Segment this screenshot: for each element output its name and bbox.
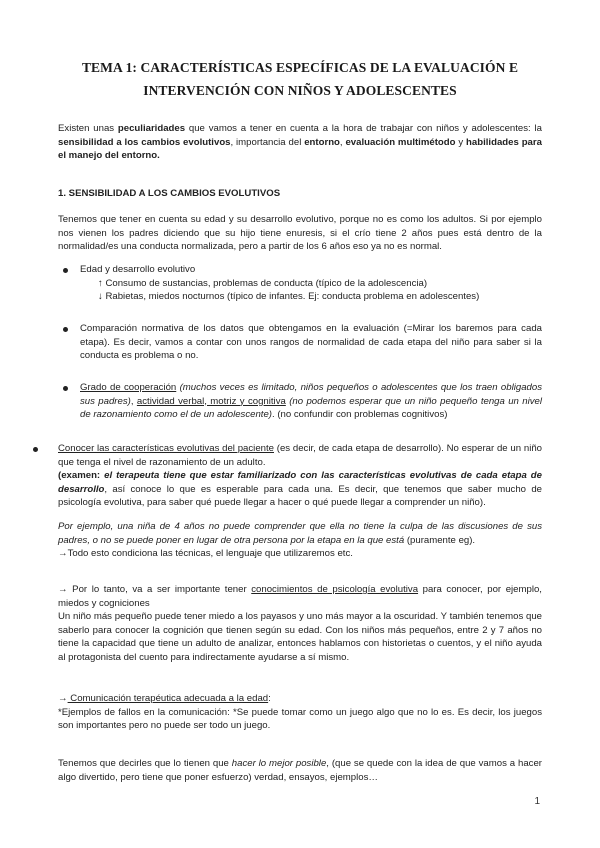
bullet-age <box>80 263 542 304</box>
title-line-2: INTERVENCIÓN CON NIÑOS Y ADOLESCENTES <box>143 83 457 98</box>
intro-bold: entorno <box>304 136 340 148</box>
intro-paragraph <box>58 122 542 163</box>
final-paragraph <box>58 757 542 784</box>
document-title <box>60 56 540 102</box>
underlined-term: actividad verbal, motriz y cognitiva <box>136 395 286 407</box>
exam-label: (examen: <box>58 470 105 482</box>
text: (puramente eg). <box>404 534 476 546</box>
intro-text: y <box>455 136 467 148</box>
italic-note: (muchos veces es limitado, niños pequeños o adolescentes que los traen obligados sus padres) <box>80 382 542 407</box>
text: (es decir, de cada etapa de desarrollo). No esperar de un niño que tenga el nivel de razonamiento de un adulto. <box>58 443 542 468</box>
title-line-1: TEMA 1: CARACTERÍSTICAS ESPECÍFICAS DE LA EVALUACIÓN E <box>81 60 519 75</box>
underlined-term: Comunicación terapéutica adecuada a la edad <box>67 693 269 704</box>
intro-bold: evaluación multimétodo <box>345 136 456 148</box>
section-paragraph: Tenemos que tener en cuenta su edad y su desarrollo evolutivo, porque no es como los adultos. Si por ejemplo nos vienen los padres diciendo que su hijo tiene enuresis, si el crío tiene 2 años pues está dentro de la normalidad/es una conducta normalizada, pero a partir de los 6 años eso ya no es normal. <box>58 214 542 253</box>
arrow-up-item: ↑ Consumo de sustancias, problemas de conducta (típico de la adolescencia) <box>98 277 428 289</box>
bullet-normative: Comparación normativa de los datos que obtengamos en la evaluación (=Mirar los baremos para cada etapa). Es decir, vamos a contar con unos rangos de normalidad de cada etapa del niño para saber si la conducta es problema o no. <box>80 323 542 362</box>
text: : <box>268 693 271 704</box>
communication-detail: *Ejemplos de fallos en la comunicación: *Se puede tomar como un juego algo que no lo es. Es decir, los juegos son importantes pero no puede ser todo un juego. <box>58 706 542 732</box>
communication-paragraph <box>58 692 542 733</box>
underlined-term: Conocer las características evolutivas del paciente <box>58 443 274 454</box>
italic-note: hacer lo mejor posible <box>231 758 327 769</box>
intro-bold: sensibilidad a los cambios evolutivos <box>58 136 231 148</box>
underlined-term: Grado de cooperación <box>80 382 177 393</box>
bullet-dot <box>63 268 68 273</box>
example-text: Por ejemplo, una niña de 4 años no puede comprender que ella no tiene la culpa de las discusiones de sus padres, o no se puede poner en lugar de otra persona por la etapa en la que está <box>58 520 542 546</box>
page-number: 1 <box>534 796 540 807</box>
text: , (que se quede con la idea de que vamos a hacer algo divertido, pero tiene que poner esfuerzo) verdad, ensayos, ejemplos… <box>58 758 542 783</box>
text: → Por lo tanto, va a ser importante tener <box>58 584 252 595</box>
section-heading: 1. SENSIBILIDAD A LOS CAMBIOS EVOLUTIVOS <box>58 188 281 199</box>
conclusion-line: →Todo esto condiciona las técnicas, el lenguaje que utilizaremos etc. <box>58 548 353 560</box>
bullet-cooperation <box>80 381 542 422</box>
bullet-characteristics <box>58 442 542 561</box>
bullet-age-label: Edad y desarrollo evolutivo <box>80 264 196 275</box>
underlined-term: conocimientos de psicología evolutiva <box>251 584 419 595</box>
intro-bold: peculiaridades <box>117 123 186 134</box>
bullet-dot <box>33 447 38 452</box>
text: . (no confundir con problemas cognitivos) <box>272 409 448 421</box>
intro-text: que vamos a tener en cuenta a la hora de trabajar con niños y adolescentes: la <box>185 123 542 134</box>
psychology-paragraph <box>58 583 542 665</box>
intro-text: , importancia del <box>230 136 305 148</box>
arrow-glyph: → <box>58 693 68 704</box>
italic-note: (no podemos esperar que un niño pequeño tenga un nivel de razonamiento como el de un adolescente) <box>80 395 542 421</box>
intro-text: , <box>339 136 346 148</box>
bullet-dot <box>63 327 68 332</box>
intro-text: Existen unas <box>58 123 118 134</box>
bullet-dot <box>63 386 68 391</box>
text: para conocer, por ejemplo, miedos y cogniciones <box>58 584 542 609</box>
arrow-down-item: ↓ Rabietas, miedos nocturnos (típico de infantes. Ej: conducta problema en adolescentes) <box>98 291 480 303</box>
exam-note: el terapeuta tiene que estar familiarizado con las características evolutivas de cada etapa de desarrollo <box>58 470 542 495</box>
text: Tenemos que decirles que lo tienen que <box>58 758 232 769</box>
text: , así conoce lo que es esperable para cada una. Es decir, que tenemos que saber mucho de psicología evolutiva, para saber qué puede llegar a hacer o qué puede llegar a comprender un niño). <box>58 483 542 509</box>
psychology-detail: Un niño más pequeño puede tener miedo a los payasos y uno más mayor a la oscuridad. Y también tenemos que saberlo para conocer la cognición que tienen según su edad. Con los niños más pequeños, entre 2 y 7 años no tiene la capacidad que tiene un adulto de analizar, entonces hablamos con historietas o cuentos, y el niño ayuda al protagonista del cuento para indirectamente ayudarse a sí mismo. <box>58 611 542 663</box>
text: , <box>130 395 137 407</box>
intro-bold: habilidades para el manejo del entorno. <box>58 136 542 162</box>
